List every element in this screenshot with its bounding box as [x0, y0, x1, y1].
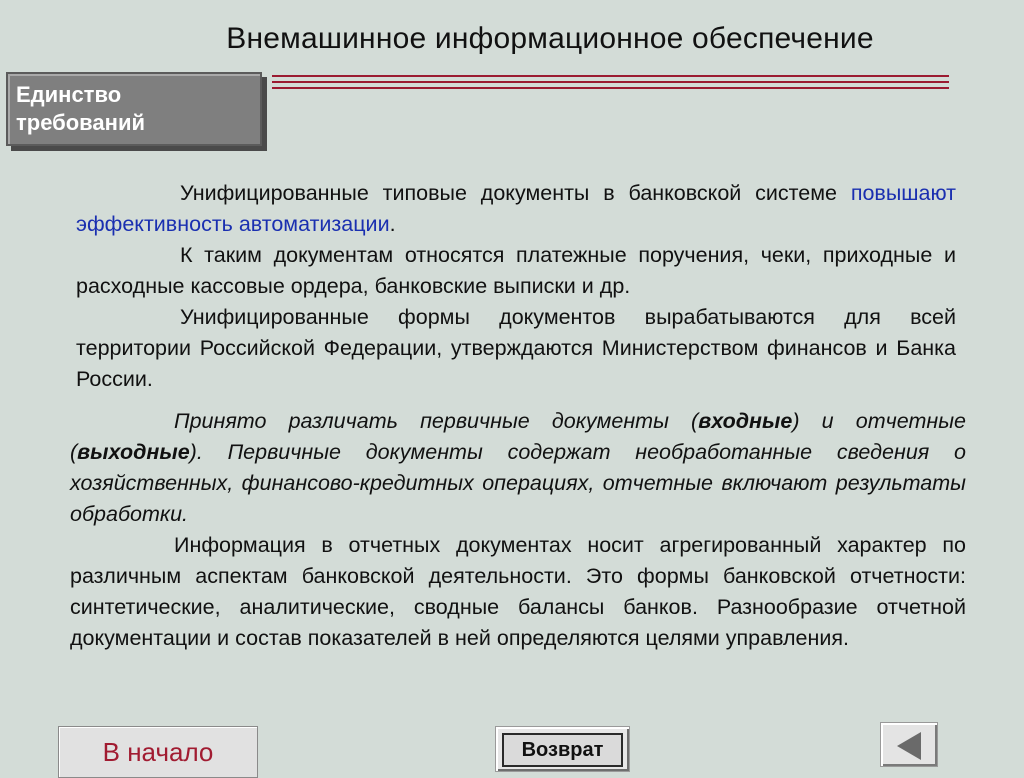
paragraph-unified-documents [76, 178, 956, 240]
term-output: выходные [77, 440, 190, 464]
page-title: Внемашинное информационное обеспечение [226, 22, 874, 55]
back-button[interactable] [495, 726, 630, 772]
paragraph-text: Принято различать первичные документы ( [174, 409, 699, 433]
paragraph-text: ) и отчетные ( [70, 409, 967, 464]
paragraph-text: Унифицированные типовые документы в банковской системе [180, 181, 851, 205]
text-block-unified-documents [76, 178, 956, 395]
title-rule-divider [272, 87, 949, 89]
badge-line-1: Единство [16, 82, 122, 107]
title-rule-divider [272, 75, 949, 77]
paragraph-unified-forms: Унифицированные формы документов вырабатываются для всей территории Российской Федерации, утверждаются Министерством финансов и Банка России. [76, 305, 956, 391]
badge-line-2: требований [16, 110, 145, 135]
paragraph-primary-output [70, 406, 966, 530]
previous-slide-button[interactable] [880, 722, 938, 767]
text-block-reporting [70, 530, 966, 654]
triangle-left-icon [897, 732, 921, 760]
paragraph-document-types: К таким документам относятся платежные поручения, чеки, приходные и расходные кассовые ордера, банковские выписки и др. [76, 243, 956, 298]
term-input: входные [698, 409, 793, 433]
home-button[interactable]: В начало [58, 726, 258, 778]
text-block-primary-documents [70, 406, 966, 530]
section-badge [6, 72, 262, 146]
highlight-text: повышают эффективность автоматизации [76, 181, 956, 236]
paragraph-text: ). Первичные документы содержат необработанные сведения о хозяйственных, финансово-кредитных операциях, отчетные включают результаты обработки. [70, 440, 966, 526]
back-button-label: Возврат [502, 733, 623, 767]
paragraph-text: . [389, 212, 396, 236]
title-rule-divider [272, 81, 949, 83]
paragraph-reporting-info: Информация в отчетных документах носит агрегированный характер по различным аспектам банковской деятельности. Это формы банковской отчетности: синтетические, аналитические, сводные балансы банков. Разнообразие отчетной документации и состав показателей в ней определяются целями управления. [70, 533, 966, 650]
